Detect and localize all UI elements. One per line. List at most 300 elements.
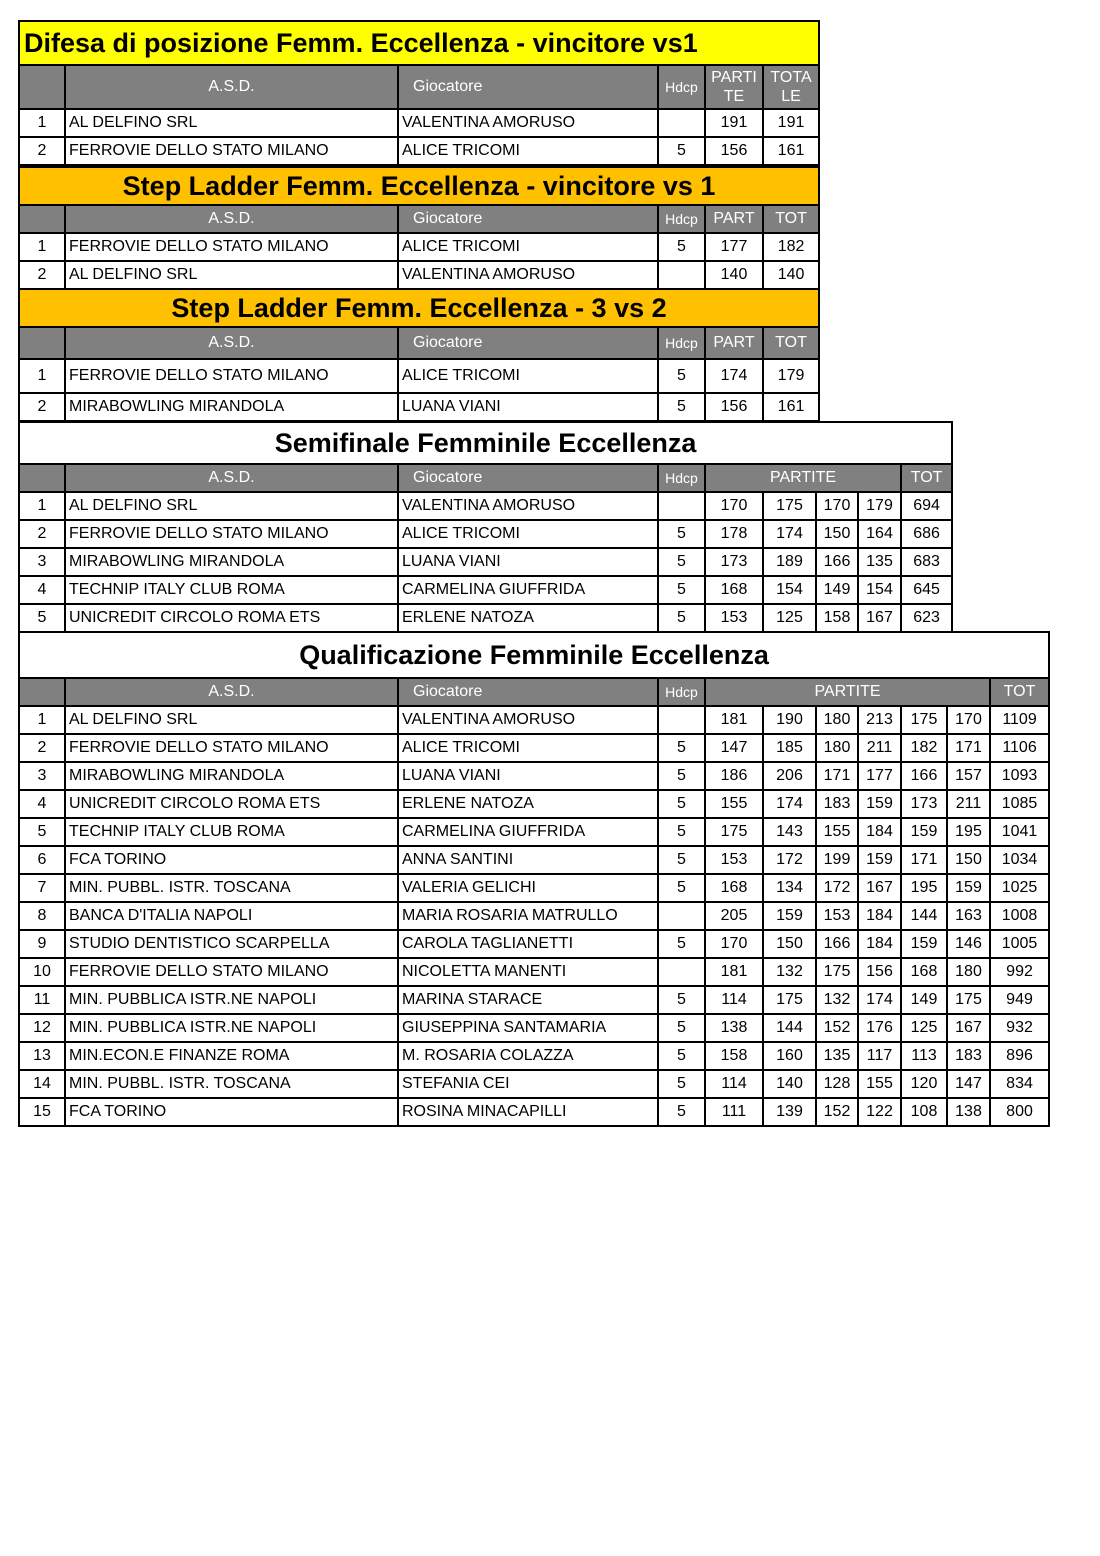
pos-cell: 5 <box>19 604 65 632</box>
game-score-cell: 183 <box>816 790 858 818</box>
table-row <box>19 1098 1049 1126</box>
game-score-cell: 111 <box>705 1098 763 1126</box>
hdcp-cell <box>658 958 705 986</box>
part-cell: 156 <box>705 393 763 421</box>
game-score-cell: 132 <box>763 958 816 986</box>
game-score-cell: 173 <box>901 790 947 818</box>
asd-cell: FCA TORINO <box>65 1098 398 1126</box>
asd-cell: MIN. PUBBLICA ISTR.NE NAPOLI <box>65 986 398 1014</box>
pos-cell: 2 <box>19 520 65 548</box>
part-cell: 140 <box>705 261 763 289</box>
asd-cell: AL DELFINO SRL <box>65 109 398 137</box>
player-cell: GIUSEPPINA SANTAMARIA <box>398 1014 658 1042</box>
game-score-cell: 175 <box>763 986 816 1014</box>
table-row <box>19 986 1049 1014</box>
table-row <box>19 137 819 165</box>
game-score-cell: 158 <box>705 1042 763 1070</box>
asd-cell: MIN. PUBBL. ISTR. TOSCANA <box>65 1070 398 1098</box>
game-score-cell: 170 <box>947 706 990 734</box>
semi-header-pos <box>19 464 65 492</box>
game-score-cell: 180 <box>947 958 990 986</box>
game-score-cell: 184 <box>858 930 901 958</box>
player-cell: ALICE TRICOMI <box>398 137 658 165</box>
player-cell: CARMELINA GIUFFRIDA <box>398 576 658 604</box>
game-score-cell: 171 <box>901 846 947 874</box>
table-row <box>19 1014 1049 1042</box>
game-score-cell: 179 <box>858 492 901 520</box>
game-score-cell: 159 <box>947 874 990 902</box>
game-score-cell: 170 <box>816 492 858 520</box>
pos-cell: 9 <box>19 930 65 958</box>
game-score-cell: 180 <box>816 734 858 762</box>
player-cell: ALICE TRICOMI <box>398 233 658 261</box>
difesa-title: Difesa di posizione Femm. Eccellenza - vincitore vs1 <box>19 21 819 65</box>
semi-header-asd: A.S.D. <box>65 464 398 492</box>
game-score-cell: 172 <box>763 846 816 874</box>
hdcp-cell: 5 <box>658 930 705 958</box>
tot-cell: 683 <box>901 548 952 576</box>
step1-header-totale: TOT <box>763 205 819 233</box>
game-score-cell: 120 <box>901 1070 947 1098</box>
tot-cell: 623 <box>901 604 952 632</box>
game-score-cell: 177 <box>858 762 901 790</box>
game-score-cell: 149 <box>816 576 858 604</box>
game-score-cell: 149 <box>901 986 947 1014</box>
tot-cell: 1008 <box>990 902 1049 930</box>
game-score-cell: 167 <box>947 1014 990 1042</box>
pos-cell: 4 <box>19 790 65 818</box>
semi-body <box>19 492 952 632</box>
table-row <box>19 359 819 393</box>
difesa-header-partite: PARTI TE <box>705 65 763 109</box>
player-cell: ERLENE NATOZA <box>398 790 658 818</box>
tot-cell: 949 <box>990 986 1049 1014</box>
asd-cell: FERROVIE DELLO STATO MILANO <box>65 137 398 165</box>
game-score-cell: 167 <box>858 874 901 902</box>
player-cell: ALICE TRICOMI <box>398 359 658 393</box>
quali-title: Qualificazione Femminile Eccellenza <box>19 632 1049 678</box>
game-score-cell: 175 <box>705 818 763 846</box>
game-score-cell: 174 <box>858 986 901 1014</box>
game-score-cell: 117 <box>858 1042 901 1070</box>
pos-cell: 2 <box>19 393 65 421</box>
pos-cell: 1 <box>19 109 65 137</box>
hdcp-cell: 5 <box>658 734 705 762</box>
game-score-cell: 155 <box>705 790 763 818</box>
game-score-cell: 159 <box>858 790 901 818</box>
game-score-cell: 163 <box>947 902 990 930</box>
tot-cell: 161 <box>763 137 819 165</box>
difesa-header-hdcp: Hdcp <box>658 65 705 109</box>
hdcp-cell: 5 <box>658 233 705 261</box>
table-row <box>19 548 952 576</box>
tot-cell: 1025 <box>990 874 1049 902</box>
quali-header-giocatore: Giocatore <box>398 678 658 706</box>
tot-cell: 800 <box>990 1098 1049 1126</box>
asd-cell: FERROVIE DELLO STATO MILANO <box>65 958 398 986</box>
game-score-cell: 184 <box>858 902 901 930</box>
player-cell: ANNA SANTINI <box>398 846 658 874</box>
difesa-header-asd: A.S.D. <box>65 65 398 109</box>
asd-cell: FERROVIE DELLO STATO MILANO <box>65 734 398 762</box>
player-cell: ERLENE NATOZA <box>398 604 658 632</box>
game-score-cell: 174 <box>763 790 816 818</box>
part-cell: 156 <box>705 137 763 165</box>
asd-cell: MIN. PUBBL. ISTR. TOSCANA <box>65 874 398 902</box>
part-cell: 174 <box>705 359 763 393</box>
table-row <box>19 902 1049 930</box>
hdcp-cell: 5 <box>658 846 705 874</box>
game-score-cell: 153 <box>705 846 763 874</box>
game-score-cell: 114 <box>705 1070 763 1098</box>
game-score-cell: 168 <box>705 576 763 604</box>
game-score-cell: 185 <box>763 734 816 762</box>
game-score-cell: 143 <box>763 818 816 846</box>
tot-cell: 896 <box>990 1042 1049 1070</box>
step2-title: Step Ladder Femm. Eccellenza - 3 vs 2 <box>19 289 819 327</box>
game-score-cell: 180 <box>816 706 858 734</box>
step2-header-hdcp: Hdcp <box>658 327 705 359</box>
hdcp-cell <box>658 109 705 137</box>
asd-cell: TECHNIP ITALY CLUB ROMA <box>65 818 398 846</box>
table-row <box>19 261 819 289</box>
table-row <box>19 706 1049 734</box>
quali-header-hdcp: Hdcp <box>658 678 705 706</box>
asd-cell: MIN.ECON.E FINANZE ROMA <box>65 1042 398 1070</box>
game-score-cell: 147 <box>947 1070 990 1098</box>
table-row <box>19 846 1049 874</box>
game-score-cell: 175 <box>901 706 947 734</box>
semi-title: Semifinale Femminile Eccellenza <box>19 422 952 464</box>
player-cell: VALENTINA AMORUSO <box>398 492 658 520</box>
tot-cell: 182 <box>763 233 819 261</box>
game-score-cell: 199 <box>816 846 858 874</box>
step2-header-partite: PART <box>705 327 763 359</box>
game-score-cell: 140 <box>763 1070 816 1098</box>
table-row <box>19 734 1049 762</box>
game-score-cell: 139 <box>763 1098 816 1126</box>
game-score-cell: 155 <box>816 818 858 846</box>
player-cell: M. ROSARIA COLAZZA <box>398 1042 658 1070</box>
step1-header-pos <box>19 205 65 233</box>
game-score-cell: 178 <box>705 520 763 548</box>
asd-cell: TECHNIP ITALY CLUB ROMA <box>65 576 398 604</box>
game-score-cell: 146 <box>947 930 990 958</box>
player-cell: VALERIA GELICHI <box>398 874 658 902</box>
asd-cell: FCA TORINO <box>65 846 398 874</box>
semi-header-totale: TOT <box>901 464 952 492</box>
table-row <box>19 492 952 520</box>
tot-cell: 1041 <box>990 818 1049 846</box>
game-score-cell: 168 <box>901 958 947 986</box>
hdcp-cell <box>658 492 705 520</box>
game-score-cell: 184 <box>858 818 901 846</box>
game-score-cell: 166 <box>816 930 858 958</box>
game-score-cell: 113 <box>901 1042 947 1070</box>
asd-cell: STUDIO DENTISTICO SCARPELLA <box>65 930 398 958</box>
tot-cell: 1034 <box>990 846 1049 874</box>
game-score-cell: 154 <box>858 576 901 604</box>
game-score-cell: 159 <box>858 846 901 874</box>
game-score-cell: 175 <box>816 958 858 986</box>
asd-cell: MIN. PUBBLICA ISTR.NE NAPOLI <box>65 1014 398 1042</box>
game-score-cell: 135 <box>858 548 901 576</box>
player-cell: ALICE TRICOMI <box>398 734 658 762</box>
tot-cell: 645 <box>901 576 952 604</box>
tot-cell: 161 <box>763 393 819 421</box>
pos-cell: 3 <box>19 762 65 790</box>
game-score-cell: 138 <box>947 1098 990 1126</box>
game-score-cell: 186 <box>705 762 763 790</box>
game-score-cell: 155 <box>858 1070 901 1098</box>
pos-cell: 8 <box>19 902 65 930</box>
table-row <box>19 762 1049 790</box>
semi-header-partite: PARTITE <box>705 464 901 492</box>
part-cell: 177 <box>705 233 763 261</box>
pos-cell: 2 <box>19 261 65 289</box>
table-row <box>19 790 1049 818</box>
player-cell: MARIA ROSARIA MATRULLO <box>398 902 658 930</box>
game-score-cell: 211 <box>858 734 901 762</box>
hdcp-cell: 5 <box>658 604 705 632</box>
game-score-cell: 159 <box>763 902 816 930</box>
pos-cell: 3 <box>19 548 65 576</box>
game-score-cell: 108 <box>901 1098 947 1126</box>
table-row <box>19 233 819 261</box>
pos-cell: 1 <box>19 233 65 261</box>
asd-cell: AL DELFINO SRL <box>65 261 398 289</box>
section-qualificazione <box>18 631 1050 1127</box>
game-score-cell: 138 <box>705 1014 763 1042</box>
quali-body <box>19 706 1049 1126</box>
game-score-cell: 132 <box>816 986 858 1014</box>
game-score-cell: 164 <box>858 520 901 548</box>
step2-header-asd: A.S.D. <box>65 327 398 359</box>
pos-cell: 4 <box>19 576 65 604</box>
game-score-cell: 153 <box>816 902 858 930</box>
game-score-cell: 134 <box>763 874 816 902</box>
table-row <box>19 1042 1049 1070</box>
step2-header-giocatore: Giocatore <box>398 327 658 359</box>
pos-cell: 2 <box>19 734 65 762</box>
game-score-cell: 205 <box>705 902 763 930</box>
game-score-cell: 195 <box>901 874 947 902</box>
game-score-cell: 182 <box>901 734 947 762</box>
pos-cell: 14 <box>19 1070 65 1098</box>
quali-header-partite: PARTITE <box>705 678 990 706</box>
asd-cell: MIRABOWLING MIRANDOLA <box>65 762 398 790</box>
step1-header-giocatore: Giocatore <box>398 205 658 233</box>
tot-cell: 1005 <box>990 930 1049 958</box>
game-score-cell: 173 <box>705 548 763 576</box>
hdcp-cell: 5 <box>658 818 705 846</box>
semi-header-giocatore: Giocatore <box>398 464 658 492</box>
game-score-cell: 174 <box>763 520 816 548</box>
asd-cell: MIRABOWLING MIRANDOLA <box>65 393 398 421</box>
game-score-cell: 170 <box>705 492 763 520</box>
tot-cell: 179 <box>763 359 819 393</box>
player-cell: VALENTINA AMORUSO <box>398 706 658 734</box>
game-score-cell: 152 <box>816 1014 858 1042</box>
tot-cell: 1085 <box>990 790 1049 818</box>
pos-cell: 1 <box>19 359 65 393</box>
difesa-header-giocatore: Giocatore <box>398 65 658 109</box>
semi-table <box>18 421 953 633</box>
player-cell: CARMELINA GIUFFRIDA <box>398 818 658 846</box>
game-score-cell: 168 <box>705 874 763 902</box>
step1-header-partite: PART <box>705 205 763 233</box>
table-row <box>19 576 952 604</box>
game-score-cell: 206 <box>763 762 816 790</box>
game-score-cell: 125 <box>901 1014 947 1042</box>
step1-header-asd: A.S.D. <box>65 205 398 233</box>
pos-cell: 7 <box>19 874 65 902</box>
game-score-cell: 211 <box>947 790 990 818</box>
asd-cell: UNICREDIT CIRCOLO ROMA ETS <box>65 790 398 818</box>
section-difesa <box>18 20 820 166</box>
pos-cell: 5 <box>19 818 65 846</box>
tot-cell: 992 <box>990 958 1049 986</box>
game-score-cell: 195 <box>947 818 990 846</box>
game-score-cell: 159 <box>901 930 947 958</box>
game-score-cell: 171 <box>947 734 990 762</box>
asd-cell: BANCA D'ITALIA NAPOLI <box>65 902 398 930</box>
pos-cell: 15 <box>19 1098 65 1126</box>
game-score-cell: 147 <box>705 734 763 762</box>
game-score-cell: 175 <box>947 986 990 1014</box>
game-score-cell: 135 <box>816 1042 858 1070</box>
step2-header-pos <box>19 327 65 359</box>
game-score-cell: 190 <box>763 706 816 734</box>
table-row <box>19 520 952 548</box>
step1-title: Step Ladder Femm. Eccellenza - vincitore vs 1 <box>19 167 819 205</box>
hdcp-cell: 5 <box>658 790 705 818</box>
tot-cell: 1106 <box>990 734 1049 762</box>
game-score-cell: 152 <box>816 1098 858 1126</box>
tot-cell: 834 <box>990 1070 1049 1098</box>
game-score-cell: 150 <box>763 930 816 958</box>
game-score-cell: 144 <box>901 902 947 930</box>
game-score-cell: 154 <box>763 576 816 604</box>
player-cell: NICOLETTA MANENTI <box>398 958 658 986</box>
game-score-cell: 150 <box>947 846 990 874</box>
hdcp-cell: 5 <box>658 986 705 1014</box>
game-score-cell: 159 <box>901 818 947 846</box>
difesa-header-totale: TOTA LE <box>763 65 819 109</box>
game-score-cell: 175 <box>763 492 816 520</box>
pos-cell: 2 <box>19 137 65 165</box>
player-cell: LUANA VIANI <box>398 548 658 576</box>
player-cell: STEFANIA CEI <box>398 1070 658 1098</box>
hdcp-cell: 5 <box>658 874 705 902</box>
table-row <box>19 874 1049 902</box>
asd-cell: FERROVIE DELLO STATO MILANO <box>65 233 398 261</box>
quali-header-totale: TOT <box>990 678 1049 706</box>
tot-cell: 686 <box>901 520 952 548</box>
game-score-cell: 171 <box>816 762 858 790</box>
game-score-cell: 125 <box>763 604 816 632</box>
section-semifinale <box>18 421 953 633</box>
game-score-cell: 167 <box>858 604 901 632</box>
game-score-cell: 122 <box>858 1098 901 1126</box>
asd-cell: AL DELFINO SRL <box>65 706 398 734</box>
quali-header-asd: A.S.D. <box>65 678 398 706</box>
hdcp-cell: 5 <box>658 576 705 604</box>
player-cell: ROSINA MINACAPILLI <box>398 1098 658 1126</box>
pos-cell: 11 <box>19 986 65 1014</box>
semi-header-hdcp: Hdcp <box>658 464 705 492</box>
hdcp-cell: 5 <box>658 548 705 576</box>
table-row <box>19 930 1049 958</box>
pos-cell: 1 <box>19 492 65 520</box>
game-score-cell: 181 <box>705 958 763 986</box>
pos-cell: 13 <box>19 1042 65 1070</box>
table-row <box>19 393 819 421</box>
asd-cell: MIRABOWLING MIRANDOLA <box>65 548 398 576</box>
hdcp-cell: 5 <box>658 520 705 548</box>
player-cell: ALICE TRICOMI <box>398 520 658 548</box>
game-score-cell: 144 <box>763 1014 816 1042</box>
player-cell: LUANA VIANI <box>398 393 658 421</box>
tot-cell: 191 <box>763 109 819 137</box>
hdcp-cell <box>658 902 705 930</box>
hdcp-cell: 5 <box>658 359 705 393</box>
hdcp-cell: 5 <box>658 762 705 790</box>
game-score-cell: 172 <box>816 874 858 902</box>
player-cell: VALENTINA AMORUSO <box>398 109 658 137</box>
game-score-cell: 160 <box>763 1042 816 1070</box>
step2-table <box>18 288 820 422</box>
quali-table <box>18 631 1050 1127</box>
section-step-ladder-1 <box>18 166 820 290</box>
game-score-cell: 114 <box>705 986 763 1014</box>
tot-cell: 1093 <box>990 762 1049 790</box>
step1-header-hdcp: Hdcp <box>658 205 705 233</box>
table-row <box>19 818 1049 846</box>
pos-cell: 10 <box>19 958 65 986</box>
game-score-cell: 157 <box>947 762 990 790</box>
player-cell: VALENTINA AMORUSO <box>398 261 658 289</box>
table-row <box>19 1070 1049 1098</box>
tot-cell: 140 <box>763 261 819 289</box>
table-row <box>19 109 819 137</box>
game-score-cell: 128 <box>816 1070 858 1098</box>
hdcp-cell <box>658 261 705 289</box>
game-score-cell: 158 <box>816 604 858 632</box>
pos-cell: 6 <box>19 846 65 874</box>
hdcp-cell: 5 <box>658 1070 705 1098</box>
part-cell: 191 <box>705 109 763 137</box>
difesa-header-pos <box>19 65 65 109</box>
game-score-cell: 183 <box>947 1042 990 1070</box>
game-score-cell: 153 <box>705 604 763 632</box>
table-row <box>19 604 952 632</box>
section-step-ladder-2 <box>18 288 820 422</box>
pos-cell: 1 <box>19 706 65 734</box>
player-cell: LUANA VIANI <box>398 762 658 790</box>
hdcp-cell: 5 <box>658 393 705 421</box>
player-cell: MARINA STARACE <box>398 986 658 1014</box>
game-score-cell: 156 <box>858 958 901 986</box>
difesa-table <box>18 20 820 166</box>
quali-header-pos <box>19 678 65 706</box>
game-score-cell: 150 <box>816 520 858 548</box>
hdcp-cell: 5 <box>658 1098 705 1126</box>
game-score-cell: 170 <box>705 930 763 958</box>
table-row <box>19 958 1049 986</box>
asd-cell: FERROVIE DELLO STATO MILANO <box>65 520 398 548</box>
asd-cell: AL DELFINO SRL <box>65 492 398 520</box>
